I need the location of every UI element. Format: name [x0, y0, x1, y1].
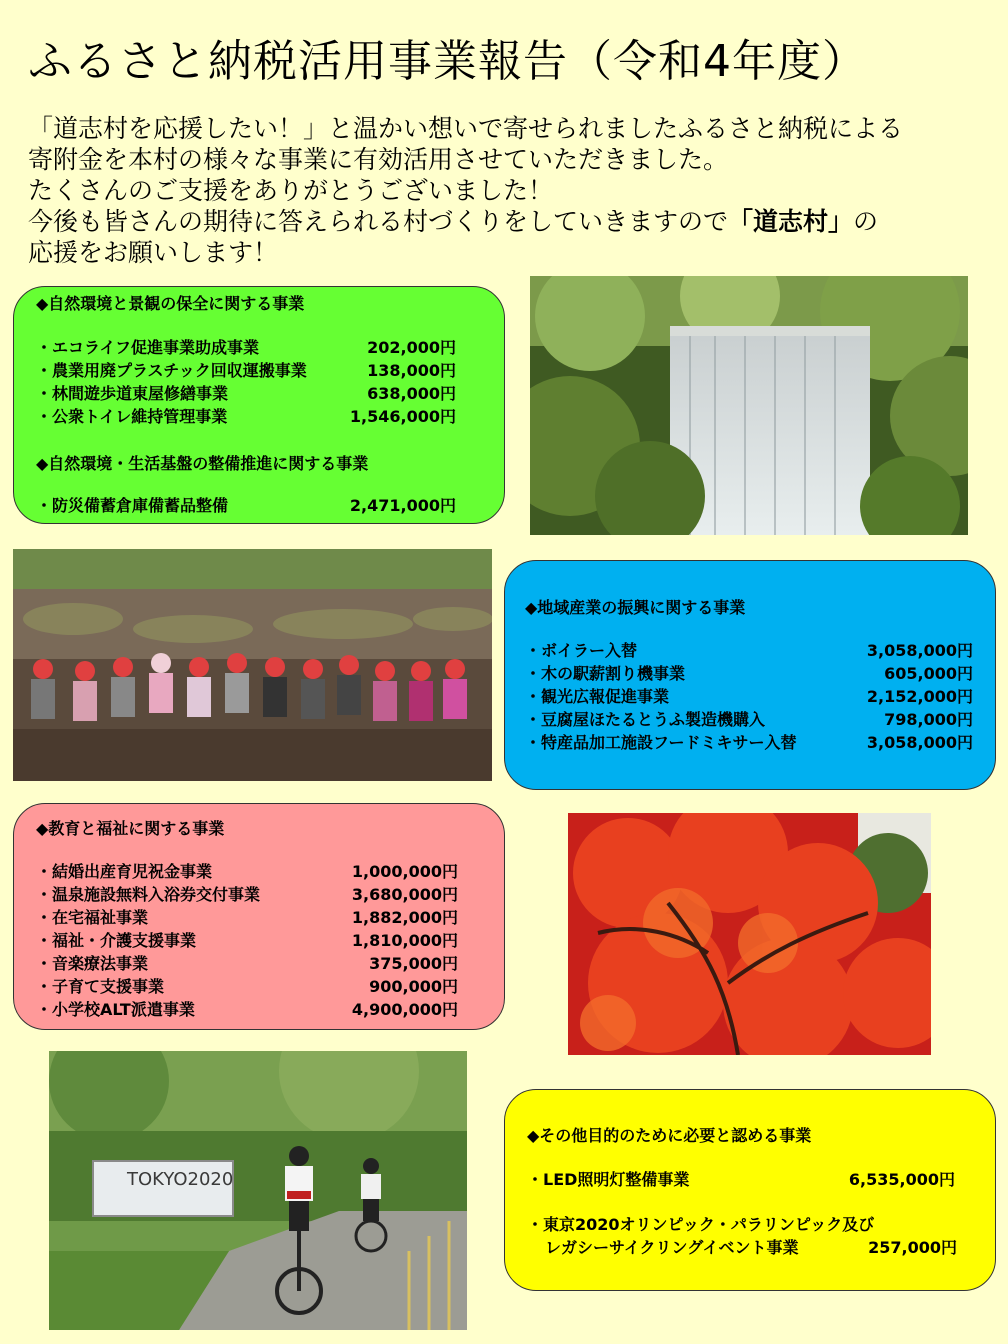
list-item	[14, 976, 504, 998]
section-heading: ◆自然環境と景観の保全に関する事業	[36, 294, 305, 313]
section-heading: ◆その他目的のために必要と認める事業	[527, 1126, 812, 1145]
list-item	[505, 663, 995, 685]
intro-line-text: の	[853, 207, 879, 236]
project-name: ・公衆トイレ維持管理事業	[36, 407, 228, 426]
project-amount: 605,000円	[884, 664, 973, 683]
project-amount: 1,810,000円	[351, 931, 458, 950]
project-name: ・観光広報促進事業	[525, 687, 670, 706]
list-item	[505, 1237, 995, 1259]
list-item	[14, 383, 504, 405]
intro-text	[28, 113, 988, 268]
project-name: ・防災備蓄倉庫備蓄品整備	[36, 496, 229, 515]
list-item	[14, 930, 504, 952]
list-item	[14, 907, 504, 929]
nature-projects-box	[13, 286, 505, 524]
section-heading: ◆地域産業の振興に関する事業	[525, 598, 746, 617]
intro-line: 「道志村を応援したい！」と温かい想いで寄せられましたふるさと納税による	[28, 114, 904, 143]
project-name: レガシーサイクリングイベント事業	[545, 1238, 799, 1257]
project-name: ・エコライフ促進事業助成事業	[36, 338, 260, 357]
other-projects-box	[504, 1089, 996, 1291]
project-amount: 2,152,000円	[866, 687, 973, 706]
project-name: ・結婚出産育児祝金事業	[36, 862, 213, 881]
intro-line: 応援をお願いします！	[28, 238, 279, 267]
list-item	[14, 861, 504, 883]
project-name: ・在宅福祉事業	[36, 908, 149, 927]
project-amount: 1,882,000円	[351, 908, 458, 927]
project-amount: 2,471,000円	[349, 496, 456, 515]
project-amount: 202,000円	[367, 338, 456, 357]
page-title: ふるさと納税活用事業報告（令和4年度）	[28, 36, 867, 87]
list-item	[14, 406, 504, 428]
project-name: ・音楽療法事業	[36, 954, 149, 973]
village-name-emphasis: 「道志村」	[728, 207, 854, 236]
project-amount: 638,000円	[367, 384, 456, 403]
list-item	[505, 1169, 995, 1191]
project-amount: 375,000円	[369, 954, 458, 973]
project-name: ・温泉施設無料入浴券交付事業	[36, 885, 261, 904]
list-item	[14, 884, 504, 906]
list-item	[505, 1214, 995, 1236]
banner-text: TOKYO2020	[127, 1169, 234, 1190]
project-amount: 3,680,000円	[351, 885, 458, 904]
list-item	[505, 709, 995, 731]
list-item	[14, 953, 504, 975]
project-amount: 138,000円	[367, 361, 456, 380]
project-amount: 4,900,000円	[351, 1000, 458, 1019]
project-amount: 6,535,000円	[848, 1170, 955, 1189]
intro-line: 寄附金を本村の様々な事業に有効活用させていただきました。	[28, 145, 729, 174]
section-heading: ◆教育と福祉に関する事業	[36, 819, 225, 838]
industry-projects-box	[504, 560, 996, 790]
project-name: ・小学校ALT派遣事業	[36, 1000, 195, 1019]
project-name: ・木の駅薪割り機事業	[525, 664, 686, 683]
project-name: ・豆腐屋ほたるとうふ製造機購入	[525, 710, 766, 729]
section-heading: ◆自然環境・生活基盤の整備推進に関する事業	[36, 454, 369, 473]
list-item	[505, 686, 995, 708]
project-name: ・ボイラー入替	[525, 641, 638, 660]
project-name: ・特産品加工施設フードミキサー入替	[525, 733, 797, 752]
intro-line: たくさんのご支援をありがとうございました！	[28, 176, 554, 205]
project-amount: 798,000円	[884, 710, 973, 729]
intro-line-text: 今後も皆さんの期待に答えられる村づくりをしていきますので	[28, 207, 729, 236]
list-item	[14, 495, 504, 517]
welfare-projects-box	[13, 803, 505, 1030]
intro-line	[28, 206, 988, 237]
waterfall-photo	[530, 276, 968, 535]
project-amount: 3,058,000円	[866, 641, 973, 660]
project-amount: 1,546,000円	[349, 407, 456, 426]
project-name: ・農業用廃プラスチック回収運搬事業	[36, 361, 307, 380]
project-name: ・林間遊歩道東屋修繕事業	[36, 384, 229, 403]
cycling-photo	[49, 1051, 467, 1330]
project-amount: 900,000円	[369, 977, 458, 996]
project-amount: 1,000,000円	[351, 862, 458, 881]
list-item	[14, 360, 504, 382]
list-item	[505, 640, 995, 662]
project-amount: 3,058,000円	[866, 733, 973, 752]
list-item	[14, 999, 504, 1021]
project-name: ・LED照明灯整備事業	[527, 1170, 690, 1189]
project-name: ・東京2020オリンピック・パラリンピック及び	[527, 1215, 875, 1234]
list-item	[14, 337, 504, 359]
project-name: ・子育て支援事業	[36, 977, 165, 996]
autumn-maple-photo	[568, 813, 931, 1055]
project-amount: 257,000円	[868, 1238, 957, 1257]
list-item	[505, 732, 995, 754]
project-name: ・福祉・介護支援事業	[36, 931, 197, 950]
children-farm-photo	[13, 549, 492, 781]
